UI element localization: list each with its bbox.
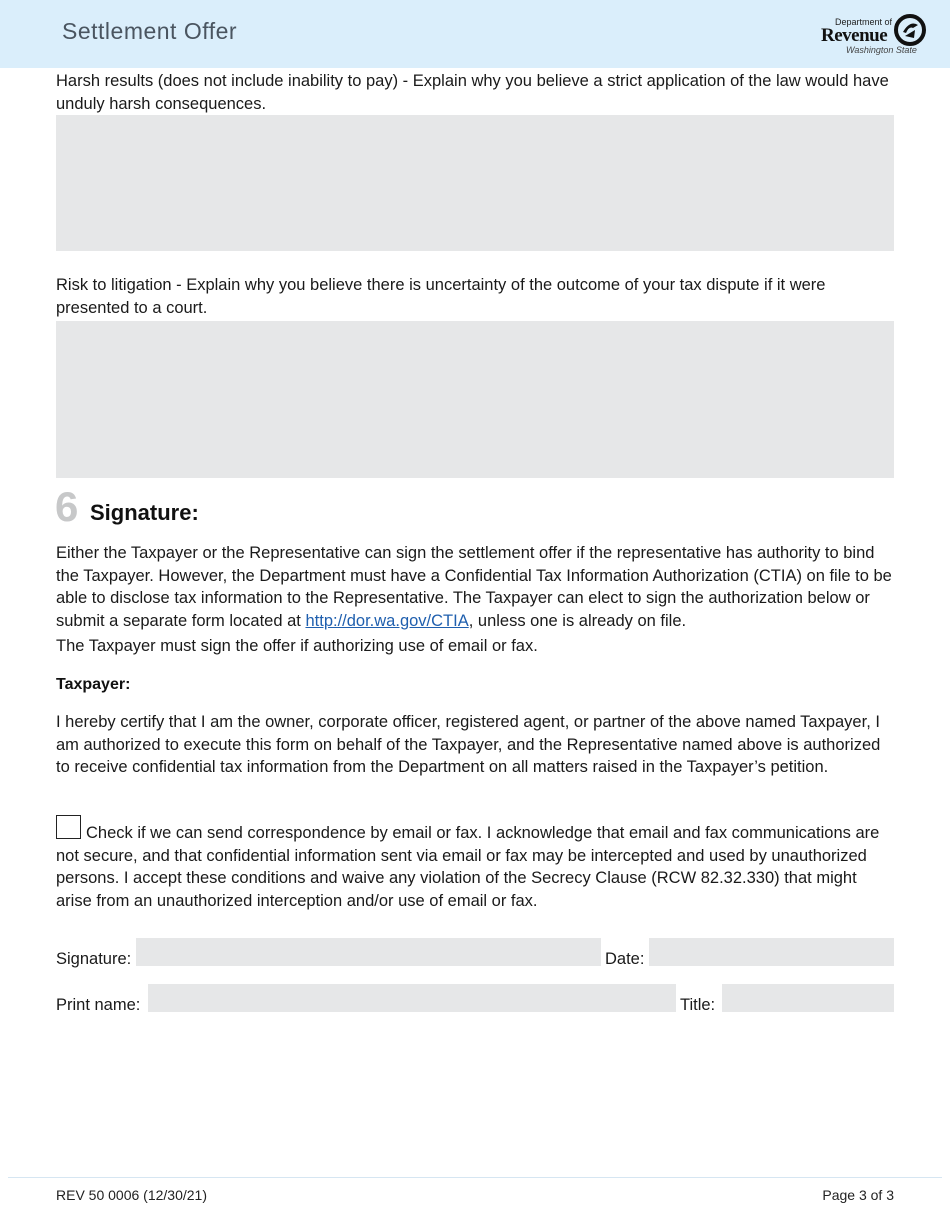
signature-label: Signature: — [56, 950, 132, 968]
harsh-results-prompt: Harsh results (does not include inability to pay) - Explain why you believe a strict application of the law would have unduly harsh consequences. — [56, 72, 889, 113]
signature-input[interactable] — [136, 938, 601, 966]
intro-text: Either the Taxpayer or the Representative can sign the settlement offer if the representative has authority to bind the Taxpayer. However, the Department must have a Confidential Tax Information Authorization (CTIA) on file to be able to disclose tax information to the Representative. The Taxpayer can elect to sign the authorization below or submit a separate form located at — [56, 544, 892, 630]
logo-revenue-text: Revenue — [821, 25, 888, 46]
dor-logo — [818, 12, 928, 58]
harsh-results-input[interactable] — [56, 115, 894, 251]
section-number: 6 — [55, 483, 79, 530]
section-title: Signature: — [90, 500, 199, 525]
signature-intro — [56, 542, 896, 632]
print-name-input[interactable] — [148, 984, 676, 1012]
taxpayer-label: Taxpayer: — [56, 676, 131, 693]
date-label: Date: — [605, 950, 645, 968]
logo-state-text: Washington State — [846, 45, 917, 55]
form-id: REV 50 0006 (12/30/21) — [56, 1187, 207, 1203]
form-title: Settlement Offer — [62, 18, 238, 44]
risk-litigation-prompt: Risk to litigation - Explain why you believe there is uncertainty of the outcome of your tax dispute if it were presented to a court. — [56, 276, 826, 317]
certification-text: I hereby certify that I am the owner, corporate officer, registered agent, or partner of the above named Taxpayer, I am authorized to execute this form on behalf of the Taxpayer, and the Representative named above is authorized to receive confidential tax information from the Department on all matters raised in the Taxpayer’s petition. — [56, 713, 881, 776]
intro-text-end: , unless one is already on file. — [468, 611, 687, 630]
logo-emblem-icon — [894, 14, 926, 46]
consent-text: Check if we can send correspondence by email or fax. I acknowledge that email and fax communications are not secure, and that confidential information sent via email or fax may be intercepted and used by unauthorized persons. I accept these conditions and waive any violation of the Secrecy Clause (RCW 82.32.330) that might arise from an unauthorized interception and/or use of email or fax. — [56, 824, 880, 910]
date-input[interactable] — [649, 938, 894, 966]
page-number: Page 3 of 3 — [822, 1187, 894, 1203]
title-label: Title: — [680, 996, 716, 1014]
footer-divider — [8, 1177, 942, 1178]
risk-litigation-input[interactable] — [56, 321, 894, 478]
print-name-label: Print name: — [56, 996, 141, 1014]
email-fax-note: The Taxpayer must sign the offer if authorizing use of email or fax. — [56, 637, 538, 655]
title-input[interactable] — [722, 984, 894, 1012]
ctia-link[interactable]: http://dor.wa.gov/CTIA — [305, 611, 469, 630]
page-header — [0, 0, 950, 68]
logo-dept-text: Department of — [834, 17, 892, 27]
